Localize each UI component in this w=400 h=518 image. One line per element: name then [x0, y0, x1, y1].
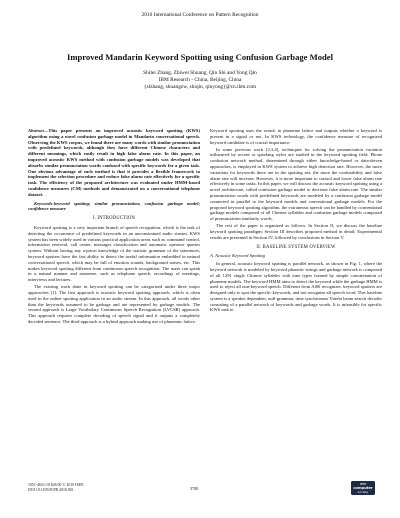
- author-affiliation: IBM Research - China, Beijing, China: [158, 77, 242, 83]
- page-number: 3700: [190, 486, 199, 491]
- right-paragraph-1: Keyword spotting uses the search in phoneme lattice and outputs whether a keyword is present in a signal or not. In KWS technology, the confidence measure of recognized keyword candidate is of crucial importance.: [210, 128, 382, 145]
- footer-doi: DOI 10.1109/ICPR.2010.901: [28, 488, 74, 493]
- right-paragraph-2: In some previous work [2,3,4], techniques for solving the pronunciation variation influenced by accent or speaking styles are studied in the keyword spotting field. Phone confusion network method, determined through either knowledge-based or data-driven approaches, is employed in KWS system to achieve high detection rate. However, the more variations for keywords there are in the spotting net, the more the confusability and false alarm rate will increase. However, it is more important to control and lower false alarm rate effectively in some tasks. In this paper, we will discuss the acoustic keyword spotting using a novel architecture, called confusion garbage model to decrease false alarm rate. The similar pronunciation words with predefined keywords are modeled by a confusion garbage model connected in parallel to the keyword models and conventional garbage models. For the proposed keyword spotting algorithm, the extraneous speech can be handled by conventional garbage models composed of all Chinese syllables and confusion garbage models composed of pronunciation similarity words.: [210, 146, 382, 222]
- logo-text-society: society: [357, 490, 369, 494]
- author-names: Shilei Zhang, Zhiwei Shuang, Qin Shi and Yong Qin: [143, 70, 257, 76]
- right-paragraph-3: The rest of the paper is organized as follows. In Section II, we discuss the baseline keyword spotting paradigm; Section III describes proposed method in detail; Experimental results are presented in Section IV, followed by conclusions in Section V.: [210, 223, 382, 240]
- ieee-computer-society-logo: [351, 481, 375, 495]
- sec2a-paragraph-1: In general, acoustic keyword spotting is parallel network, as shown in Fig. 1, where the keyword network is modeled by keyword phonetic strings and garbage network is composed of all 1291 single Chinese syllables with tone types formed by simple concatenation of phoneme models. The keyword HMM aims to detect the keyword while the garbage HMM is used to reject all non-keyword speech. Different from ASR recognizer, keyword spotters are designed only to spot the specific keywords, and not recognize all speech word. This baseline system is a speaker dependent, null-grammar, time synchronous Viterbi beam search decoder consisting of a parallel network of keywords and garbage words. It is infeasible for specific KWS task to: [210, 261, 382, 313]
- paper-title: Improved Mandarin Keyword Spotting using Confusion Garbage Model: [66, 52, 334, 62]
- left-column: [28, 128, 200, 326]
- intro-paragraph-1: Keyword spotting is a very important branch of speech recognition, which is the task of detecting the occurrence of predefined keywords in an unconstrained audio stream. KWS system has been widely used in various practical application areas such as command control, information retrieval, call center, messages classification and automatic operator queries system. Without having any a-priori knowledge of the statistic grammar of the utterances, keyword spotters have the fast ability to detect the useful information embedded in natural conversational speech, which may be full of emotion sounds, background noises, etc. This makes keyword spotting different from continuous speech recognition. The users can speak in a natural manner and nonsense, such as telephone speech, recordings of meetings, interviews and lectures.: [28, 224, 200, 283]
- author-block: [20, 70, 380, 91]
- section-baseline-heading: II. BASELINE SYSTEM OVERVIEW: [256, 244, 336, 250]
- abstract-lead: Abstract: [28, 128, 44, 133]
- abstract-text: —This paper presents an improved acoustic keyword spotting (KWS) algorithm using a novel confusion garbage model in Mandarin conversational speech. Observing the KWS corpus, we found there are many words with similar pronunciation with predefined keywords, although they have different Chinese characters and different meanings, which easily result in high false alarm rate. In this paper, an improved acoustic KWS method with confusion garbage models was developed that absorbs similar pronunciation words confused with specific keywords for a given task. One obvious advantage of such method is that it provides a flexible framework to implement the selection procedure and reduce false alarm rate effectively for a specific task. The efficiency of the proposed architecture was evaluated under HMM-based confidence measures (CM) methods and demonstrated on a conversational telephone dataset.: [28, 128, 200, 197]
- logo-text-ieee: IEEE: [359, 482, 367, 487]
- subsection-acoustic-kws-heading: A. Acoustic Keyword Spotting: [210, 253, 265, 259]
- abstract: [28, 128, 200, 198]
- footer-issn: 1051-4651/10 $26.00 © 2010 IEEE: [28, 483, 84, 487]
- right-column: [210, 128, 382, 314]
- conference-header: 2010 International Conference on Pattern Recognition: [141, 12, 259, 18]
- logo-text-computer: computer: [353, 486, 373, 491]
- author-emails: {slzhang, shuangzw, shiqin, qinyong}@cn.ibm.com: [143, 84, 257, 90]
- footer-copyright: [28, 483, 84, 493]
- intro-paragraph-2: The existing work done in keyword spotting can be categorized under three major approaches [1]. The first approach is acoustic keyword spotting approach, which is often used in the online spotting application in an audio stream. In this approach, all words other than the keywords assumed to be garbage and are represented by garbage models. The second approach is Large Vocabulary Continuous Speech Recognition (LVCSR) approach. This approach requires complete decoding of speech signal and it outputs a completely decoded sentence. The third approach is a hybrid approach making use of phonemic lattice.: [28, 284, 200, 324]
- keywords: Keywords-keyword spotting; similar pronunciation; confusion garbage model; confidence measure: [28, 200, 200, 212]
- section-introduction-heading: I. INTRODUCTION: [92, 216, 136, 222]
